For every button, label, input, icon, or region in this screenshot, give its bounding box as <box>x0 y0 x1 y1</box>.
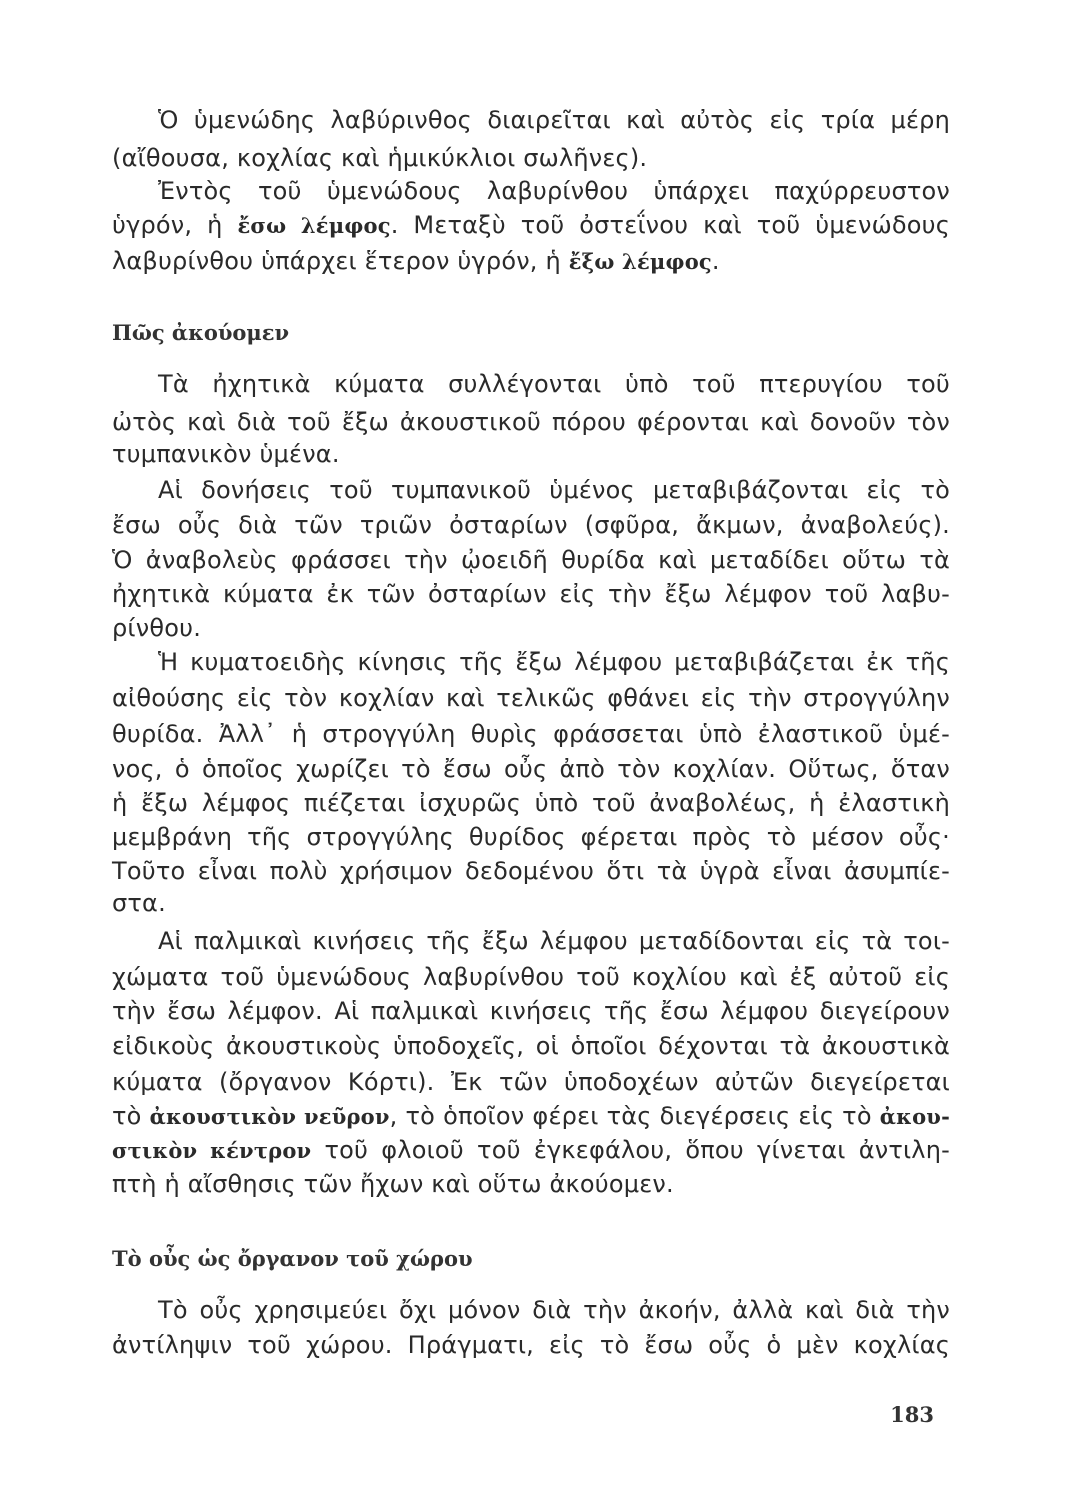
section-heading: Πῶς ἀκούομεν <box>112 320 290 345</box>
text-line: Ἐντὸς τοῦ ὑμενώδους λαβυρίνθου ὑπάρχει παχύρρευστον <box>158 177 950 205</box>
text-line <box>112 209 950 242</box>
text-line: Ὁ ὑμενώδης λαβύρινθος διαιρεῖται καὶ αὐτὸς εἰς τρία μέρη <box>158 106 950 134</box>
text-line: εἰδικοὺς ἀκουστικοὺς ὑποδοχεῖς, οἱ ὁποῖοι δέχονται τὰ ἀκουστικὰ <box>112 1032 950 1060</box>
text-line <box>112 245 950 278</box>
text-run: λαβυρίνθου ὑπάρχει ἕτερον ὑγρόν, ἡ <box>112 247 569 275</box>
bold-term-outer-lymph: ἔξω λέμφος <box>568 249 712 274</box>
section-heading: Τὸ οὖς ὡς ὄργανον τοῦ χώρου <box>112 1246 473 1271</box>
text-line: θυρίδα. Ἀλλ᾿ ἡ στρογγύλη θυρὶς φράσσεται ὑπὸ ἐλαστικοῦ ὑμέ- <box>112 720 950 748</box>
text-run: τὸ <box>112 1102 150 1130</box>
text-line: πτὴ ἡ αἴσθησις τῶν ἤχων καὶ οὕτω ἀκούομεν. <box>112 1170 674 1198</box>
text-line: Αἱ δονήσεις τοῦ τυμπανικοῦ ὑμένος μεταβιβάζονται εἰς τὸ <box>158 476 950 504</box>
text-line <box>112 1134 950 1167</box>
text-line: ἀντίληψιν τοῦ χώρου. Πράγματι, εἰς τὸ ἔσω οὖς ὁ μὲν κοχλίας <box>112 1331 950 1359</box>
text-line: χώματα τοῦ ὑμενώδους λαβυρίνθου τοῦ κοχλίου καὶ ἐξ αὐτοῦ εἰς <box>112 963 950 991</box>
text-line: ὠτὸς καὶ διὰ τοῦ ἔξω ἀκουστικοῦ πόρου φέρονται καὶ δονοῦν τὸν <box>112 408 950 436</box>
text-run: ὑγρόν, ἡ <box>112 211 238 239</box>
text-line: (αἴθουσα, κοχλίας καὶ ἡμικύκλιοι σωλῆνες). <box>112 144 648 172</box>
text-line: Αἱ παλμικαὶ κινήσεις τῆς ἔξω λέμφου μεταδίδονται εἰς τὰ τοι- <box>158 927 950 955</box>
text-line: ἔσω οὖς διὰ τῶν τριῶν ὀσταρίων (σφῦρα, ἄκμων, ἀναβολεύς). <box>112 511 950 539</box>
text-run: τοῦ φλοιοῦ τοῦ ἐγκεφάλου, ὅπου γίνεται ἀντιλη- <box>311 1136 950 1164</box>
bold-term-acoustic-center: ἀκου- <box>879 1104 950 1129</box>
bold-term-inner-lymph: ἔσω λέμφος <box>237 213 391 238</box>
bold-term-acoustic-nerve: ἀκουστικὸν νεῦρον <box>149 1104 390 1129</box>
text-line: ἠχητικὰ κύματα ἐκ τῶν ὀσταρίων εἰς τὴν ἔξω λέμφον τοῦ λαβυ- <box>112 580 950 608</box>
text-line: νος, ὁ ὁποῖος χωρίζει τὸ ἔσω οὖς ἀπὸ τὸν κοχλίαν. Οὕτως, ὅταν <box>112 755 950 783</box>
text-line: Τὸ οὖς χρησιμεύει ὄχι μόνον διὰ τὴν ἀκοήν, ἀλλὰ καὶ διὰ τὴν <box>158 1296 950 1324</box>
text-line: κύματα (ὄργανον Κόρτι). Ἐκ τῶν ὑποδοχέων αὐτῶν διεγείρεται <box>112 1068 950 1096</box>
text-line: μεμβράνη τῆς στρογγύλης θυρίδος φέρεται πρὸς τὸ μέσον οὖς· <box>112 823 950 851</box>
text-line: Ὁ ἀναβολεὺς φράσσει τὴν ᾠοειδῆ θυρίδα καὶ μεταδίδει οὕτω τὰ <box>112 546 950 574</box>
text-line: στα. <box>112 889 166 917</box>
text-line: Τὰ ἠχητικὰ κύματα συλλέγονται ὑπὸ τοῦ πτερυγίου τοῦ <box>158 370 950 398</box>
text-run: , τὸ ὁποῖον φέρει τὰς διεγέρσεις εἰς τὸ <box>389 1102 880 1130</box>
text-line: Ἡ κυματοειδὴς κίνησις τῆς ἔξω λέμφου μεταβιβάζεται ἐκ τῆς <box>158 648 950 676</box>
text-line <box>112 1100 950 1133</box>
text-run: . <box>711 247 720 275</box>
text-line: Τοῦτο εἶναι πολὺ χρήσιμον δεδομένου ὅτι τὰ ὑγρὰ εἶναι ἀσυμπίε- <box>112 857 950 885</box>
bold-term-acoustic-center: στικὸν κέντρον <box>112 1138 312 1163</box>
page-number: 183 <box>890 1402 934 1427</box>
text-line: ρίνθου. <box>112 614 202 642</box>
text-run: . Μεταξὺ τοῦ ὀστεΐνου καὶ τοῦ ὑμενώδους <box>390 211 951 239</box>
text-line: τὴν ἔσω λέμφον. Αἱ παλμικαὶ κινήσεις τῆς ἔσω λέμφου διεγείρουν <box>112 997 950 1025</box>
text-line: τυμπανικὸν ὑμένα. <box>112 440 340 468</box>
text-line: ἡ ἔξω λέμφος πιέζεται ἰσχυρῶς ὑπὸ τοῦ ἀναβολέως, ἡ ἐλαστικὴ <box>112 789 950 817</box>
text-line: αἰθούσης εἰς τὸν κοχλίαν καὶ τελικῶς φθάνει εἰς τὴν στρογγύλην <box>112 684 950 712</box>
